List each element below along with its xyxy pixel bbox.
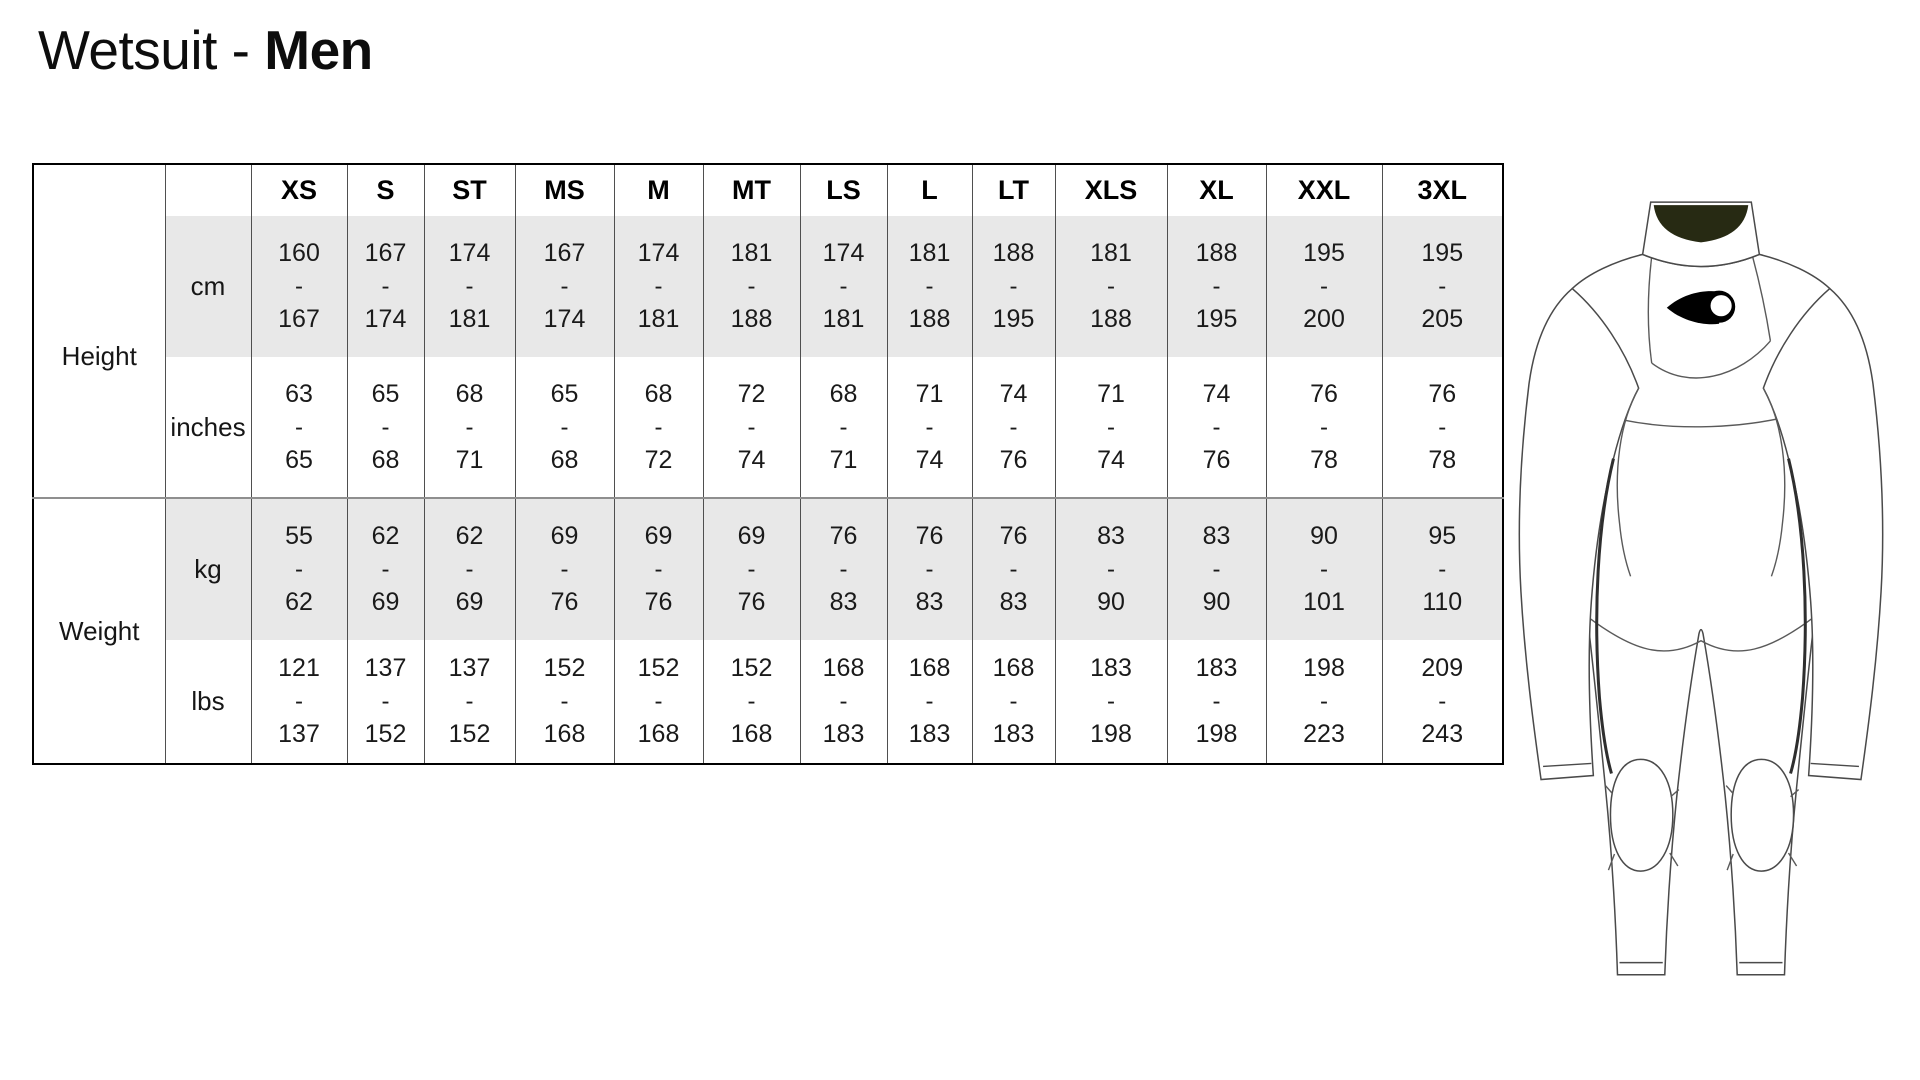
cell-lbs-xl bbox=[1167, 640, 1266, 764]
range-dash: - bbox=[465, 556, 474, 583]
range-max: 90 bbox=[1097, 588, 1125, 616]
range-min: 121 bbox=[278, 654, 320, 682]
range-dash: - bbox=[1212, 413, 1221, 441]
range-max: 74 bbox=[737, 445, 766, 474]
cell-cm-lt bbox=[972, 216, 1055, 357]
range-max: 78 bbox=[1428, 445, 1457, 474]
range-max: 195 bbox=[992, 305, 1035, 333]
range-min: 174 bbox=[822, 239, 865, 267]
range-min: 65 bbox=[371, 379, 400, 408]
range-max: 68 bbox=[371, 445, 400, 474]
range-min: 65 bbox=[550, 379, 579, 408]
range-dash: - bbox=[1212, 273, 1221, 300]
cell-lbs-xls bbox=[1055, 640, 1167, 764]
range-min: 74 bbox=[999, 379, 1028, 408]
range-min: 95 bbox=[1428, 522, 1457, 550]
cell-lbs-3xl bbox=[1382, 640, 1503, 764]
range-dash: - bbox=[1438, 273, 1447, 300]
range-dash: - bbox=[1438, 413, 1447, 441]
range-min: 68 bbox=[455, 379, 484, 408]
range-max: 65 bbox=[285, 445, 313, 474]
cell-lbs-lt bbox=[972, 640, 1055, 764]
cell-lbs-ls bbox=[800, 640, 887, 764]
range-dash: - bbox=[839, 688, 848, 715]
cell-cm-ls bbox=[800, 216, 887, 357]
cell-inches-xls bbox=[1055, 357, 1167, 498]
range-max: 76 bbox=[1202, 445, 1231, 474]
range-max: 183 bbox=[822, 720, 865, 748]
size-header-lt: LT bbox=[972, 164, 1055, 216]
range-min: 160 bbox=[278, 239, 320, 267]
range-dash: - bbox=[747, 556, 756, 583]
cell-lbs-st bbox=[424, 640, 515, 764]
range-dash: - bbox=[381, 273, 390, 300]
row-lbs bbox=[33, 640, 1503, 764]
range-min: 83 bbox=[1202, 522, 1231, 550]
range-dash: - bbox=[747, 688, 756, 715]
range-min: 174 bbox=[448, 239, 491, 267]
range-max: 74 bbox=[1097, 445, 1125, 474]
range-dash: - bbox=[1320, 688, 1328, 715]
range-dash: - bbox=[839, 413, 848, 441]
cell-kg-xs bbox=[251, 498, 347, 640]
range-max: 76 bbox=[644, 588, 673, 616]
range-max: 69 bbox=[455, 588, 484, 616]
range-max: 101 bbox=[1303, 588, 1345, 616]
range-min: 168 bbox=[992, 654, 1035, 682]
range-max: 205 bbox=[1421, 305, 1464, 333]
range-dash: - bbox=[925, 556, 934, 583]
cell-kg-m bbox=[614, 498, 703, 640]
cell-inches-lt bbox=[972, 357, 1055, 498]
range-dash: - bbox=[560, 273, 569, 300]
range-max: 243 bbox=[1421, 720, 1464, 748]
range-max: 76 bbox=[999, 445, 1028, 474]
cell-kg-3xl bbox=[1382, 498, 1503, 640]
range-dash: - bbox=[560, 413, 569, 441]
cell-lbs-m bbox=[614, 640, 703, 764]
cell-kg-st bbox=[424, 498, 515, 640]
range-max: 198 bbox=[1090, 720, 1132, 748]
range-max: 168 bbox=[543, 720, 586, 748]
range-max: 74 bbox=[915, 445, 944, 474]
cell-inches-xl bbox=[1167, 357, 1266, 498]
range-max: 90 bbox=[1202, 588, 1231, 616]
range-min: 76 bbox=[1428, 379, 1457, 408]
cell-cm-st bbox=[424, 216, 515, 357]
range-dash: - bbox=[1009, 556, 1018, 583]
range-dash: - bbox=[839, 273, 848, 300]
cell-lbs-mt bbox=[703, 640, 800, 764]
range-max: 71 bbox=[455, 445, 484, 474]
range-min: 195 bbox=[1303, 239, 1345, 267]
range-max: 168 bbox=[730, 720, 773, 748]
cell-cm-s bbox=[347, 216, 424, 357]
range-dash: - bbox=[654, 413, 663, 441]
range-min: 168 bbox=[822, 654, 865, 682]
range-min: 71 bbox=[915, 379, 944, 408]
cell-kg-l bbox=[887, 498, 972, 640]
range-dash: - bbox=[465, 273, 474, 300]
range-dash: - bbox=[465, 413, 474, 441]
range-dash: - bbox=[381, 556, 390, 583]
unit-inches: inches bbox=[165, 357, 251, 498]
range-dash: - bbox=[381, 413, 390, 441]
range-max: 188 bbox=[1090, 305, 1132, 333]
range-dash: - bbox=[560, 688, 569, 715]
range-min: 62 bbox=[455, 522, 484, 550]
range-dash: - bbox=[839, 556, 848, 583]
range-max: 181 bbox=[822, 305, 865, 333]
range-min: 195 bbox=[1421, 239, 1464, 267]
range-min: 152 bbox=[730, 654, 773, 682]
range-max: 181 bbox=[448, 305, 491, 333]
size-header-mt: MT bbox=[703, 164, 800, 216]
range-max: 69 bbox=[371, 588, 400, 616]
cell-lbs-ms bbox=[515, 640, 614, 764]
range-max: 78 bbox=[1310, 445, 1338, 474]
range-max: 223 bbox=[1303, 720, 1345, 748]
range-min: 181 bbox=[1090, 239, 1132, 267]
range-min: 68 bbox=[644, 379, 673, 408]
cell-inches-ms bbox=[515, 357, 614, 498]
cell-kg-lt bbox=[972, 498, 1055, 640]
range-dash: - bbox=[381, 688, 390, 715]
range-max: 188 bbox=[908, 305, 951, 333]
unit-cm: cm bbox=[165, 216, 251, 357]
range-min: 209 bbox=[1421, 654, 1464, 682]
range-dash: - bbox=[1438, 556, 1447, 583]
range-max: 68 bbox=[550, 445, 579, 474]
range-dash: - bbox=[1107, 413, 1115, 441]
range-min: 137 bbox=[364, 654, 407, 682]
range-max: 183 bbox=[908, 720, 951, 748]
range-dash: - bbox=[295, 556, 303, 583]
range-dash: - bbox=[1438, 688, 1447, 715]
cell-cm-mt bbox=[703, 216, 800, 357]
range-min: 76 bbox=[1310, 379, 1338, 408]
range-dash: - bbox=[295, 413, 303, 441]
range-dash: - bbox=[1009, 273, 1018, 300]
blank-group-header bbox=[33, 164, 165, 216]
range-dash: - bbox=[1009, 688, 1018, 715]
range-min: 69 bbox=[550, 522, 579, 550]
size-header-ls: LS bbox=[800, 164, 887, 216]
range-max: 174 bbox=[543, 305, 586, 333]
range-max: 110 bbox=[1422, 588, 1463, 616]
range-dash: - bbox=[925, 688, 934, 715]
range-dash: - bbox=[925, 413, 934, 441]
cell-inches-l bbox=[887, 357, 972, 498]
cell-inches-ls bbox=[800, 357, 887, 498]
range-min: 69 bbox=[644, 522, 673, 550]
cell-kg-s bbox=[347, 498, 424, 640]
range-max: 71 bbox=[829, 445, 858, 474]
range-dash: - bbox=[1212, 688, 1221, 715]
range-max: 181 bbox=[637, 305, 680, 333]
cell-cm-ms bbox=[515, 216, 614, 357]
blank-unit-header bbox=[165, 164, 251, 216]
left-knee-pad bbox=[1610, 759, 1672, 871]
range-dash: - bbox=[465, 688, 474, 715]
right-knee-pad bbox=[1731, 759, 1793, 871]
range-min: 68 bbox=[829, 379, 858, 408]
cell-inches-st bbox=[424, 357, 515, 498]
range-max: 168 bbox=[637, 720, 680, 748]
range-min: 74 bbox=[1202, 379, 1231, 408]
range-min: 137 bbox=[448, 654, 491, 682]
cell-kg-xxl bbox=[1266, 498, 1382, 640]
wetsuit-illustration bbox=[1498, 190, 1904, 1025]
cell-cm-3xl bbox=[1382, 216, 1503, 357]
cell-kg-xls bbox=[1055, 498, 1167, 640]
range-max: 137 bbox=[278, 720, 320, 748]
size-header-s: S bbox=[347, 164, 424, 216]
range-max: 62 bbox=[285, 588, 313, 616]
range-max: 195 bbox=[1195, 305, 1238, 333]
row-kg bbox=[33, 498, 1503, 640]
range-max: 76 bbox=[550, 588, 579, 616]
cell-kg-xl bbox=[1167, 498, 1266, 640]
range-min: 168 bbox=[908, 654, 951, 682]
cell-cm-xxl bbox=[1266, 216, 1382, 357]
range-dash: - bbox=[1212, 556, 1221, 583]
cell-inches-3xl bbox=[1382, 357, 1503, 498]
range-dash: - bbox=[295, 688, 303, 715]
cell-kg-ls bbox=[800, 498, 887, 640]
range-dash: - bbox=[295, 273, 303, 300]
size-header-ms: MS bbox=[515, 164, 614, 216]
range-min: 76 bbox=[829, 522, 858, 550]
row-cm bbox=[33, 216, 1503, 357]
range-dash: - bbox=[654, 688, 663, 715]
range-min: 152 bbox=[637, 654, 680, 682]
range-dash: - bbox=[925, 273, 934, 300]
range-dash: - bbox=[654, 556, 663, 583]
size-header-xls: XLS bbox=[1055, 164, 1167, 216]
range-max: 72 bbox=[644, 445, 673, 474]
range-min: 167 bbox=[543, 239, 586, 267]
range-dash: - bbox=[747, 273, 756, 300]
range-max: 198 bbox=[1195, 720, 1238, 748]
cell-inches-mt bbox=[703, 357, 800, 498]
range-max: 152 bbox=[364, 720, 407, 748]
size-header-l: L bbox=[887, 164, 972, 216]
range-max: 83 bbox=[915, 588, 944, 616]
size-header-row bbox=[33, 164, 1503, 216]
range-min: 188 bbox=[1195, 239, 1238, 267]
range-max: 76 bbox=[737, 588, 766, 616]
cell-cm-xs bbox=[251, 216, 347, 357]
unit-lbs: lbs bbox=[165, 640, 251, 764]
size-header-xl: XL bbox=[1167, 164, 1266, 216]
cell-lbs-xxl bbox=[1266, 640, 1382, 764]
range-min: 188 bbox=[992, 239, 1035, 267]
range-min: 63 bbox=[285, 379, 313, 408]
range-max: 188 bbox=[730, 305, 773, 333]
range-dash: - bbox=[1320, 413, 1328, 441]
size-header-xs: XS bbox=[251, 164, 347, 216]
range-min: 183 bbox=[1195, 654, 1238, 682]
size-header-xxl: XXL bbox=[1266, 164, 1382, 216]
range-min: 71 bbox=[1097, 379, 1125, 408]
cell-kg-ms bbox=[515, 498, 614, 640]
range-min: 76 bbox=[915, 522, 944, 550]
range-max: 183 bbox=[992, 720, 1035, 748]
range-max: 83 bbox=[999, 588, 1028, 616]
range-max: 152 bbox=[448, 720, 491, 748]
group-label-height: Height bbox=[33, 216, 165, 498]
cell-inches-s bbox=[347, 357, 424, 498]
range-min: 174 bbox=[637, 239, 680, 267]
size-header-3xl: 3XL bbox=[1382, 164, 1503, 216]
range-min: 183 bbox=[1090, 654, 1132, 682]
range-min: 69 bbox=[737, 522, 766, 550]
title-prefix: Wetsuit - bbox=[38, 19, 265, 81]
range-min: 62 bbox=[371, 522, 400, 550]
range-min: 181 bbox=[908, 239, 951, 267]
cell-lbs-xs bbox=[251, 640, 347, 764]
cell-inches-xs bbox=[251, 357, 347, 498]
range-max: 167 bbox=[278, 305, 320, 333]
title-product: Men bbox=[264, 19, 373, 81]
range-dash: - bbox=[560, 556, 569, 583]
range-max: 200 bbox=[1303, 305, 1345, 333]
cell-inches-xxl bbox=[1266, 357, 1382, 498]
range-dash: - bbox=[654, 273, 663, 300]
range-dash: - bbox=[1009, 413, 1018, 441]
cell-cm-m bbox=[614, 216, 703, 357]
cell-lbs-s bbox=[347, 640, 424, 764]
range-min: 181 bbox=[730, 239, 773, 267]
row-inches bbox=[33, 357, 1503, 498]
range-dash: - bbox=[747, 413, 756, 441]
group-label-weight: Weight bbox=[33, 498, 165, 764]
cell-inches-m bbox=[614, 357, 703, 498]
size-chart-table bbox=[32, 163, 1504, 765]
cell-kg-mt bbox=[703, 498, 800, 640]
cell-lbs-l bbox=[887, 640, 972, 764]
range-dash: - bbox=[1107, 556, 1115, 583]
range-min: 90 bbox=[1310, 522, 1338, 550]
range-min: 83 bbox=[1097, 522, 1125, 550]
size-chart-body bbox=[33, 216, 1503, 764]
range-min: 167 bbox=[364, 239, 407, 267]
range-dash: - bbox=[1320, 273, 1328, 300]
range-dash: - bbox=[1107, 688, 1115, 715]
size-header-m: M bbox=[614, 164, 703, 216]
range-dash: - bbox=[1107, 273, 1115, 300]
cell-cm-xl bbox=[1167, 216, 1266, 357]
range-min: 152 bbox=[543, 654, 586, 682]
range-min: 55 bbox=[285, 522, 313, 550]
size-header-st: ST bbox=[424, 164, 515, 216]
range-dash: - bbox=[1320, 556, 1328, 583]
range-max: 174 bbox=[364, 305, 407, 333]
unit-kg: kg bbox=[165, 498, 251, 640]
cell-cm-xls bbox=[1055, 216, 1167, 357]
range-min: 72 bbox=[737, 379, 766, 408]
cell-cm-l bbox=[887, 216, 972, 357]
page-title bbox=[38, 18, 373, 82]
range-max: 83 bbox=[829, 588, 858, 616]
range-min: 76 bbox=[999, 522, 1028, 550]
range-min: 198 bbox=[1303, 654, 1345, 682]
